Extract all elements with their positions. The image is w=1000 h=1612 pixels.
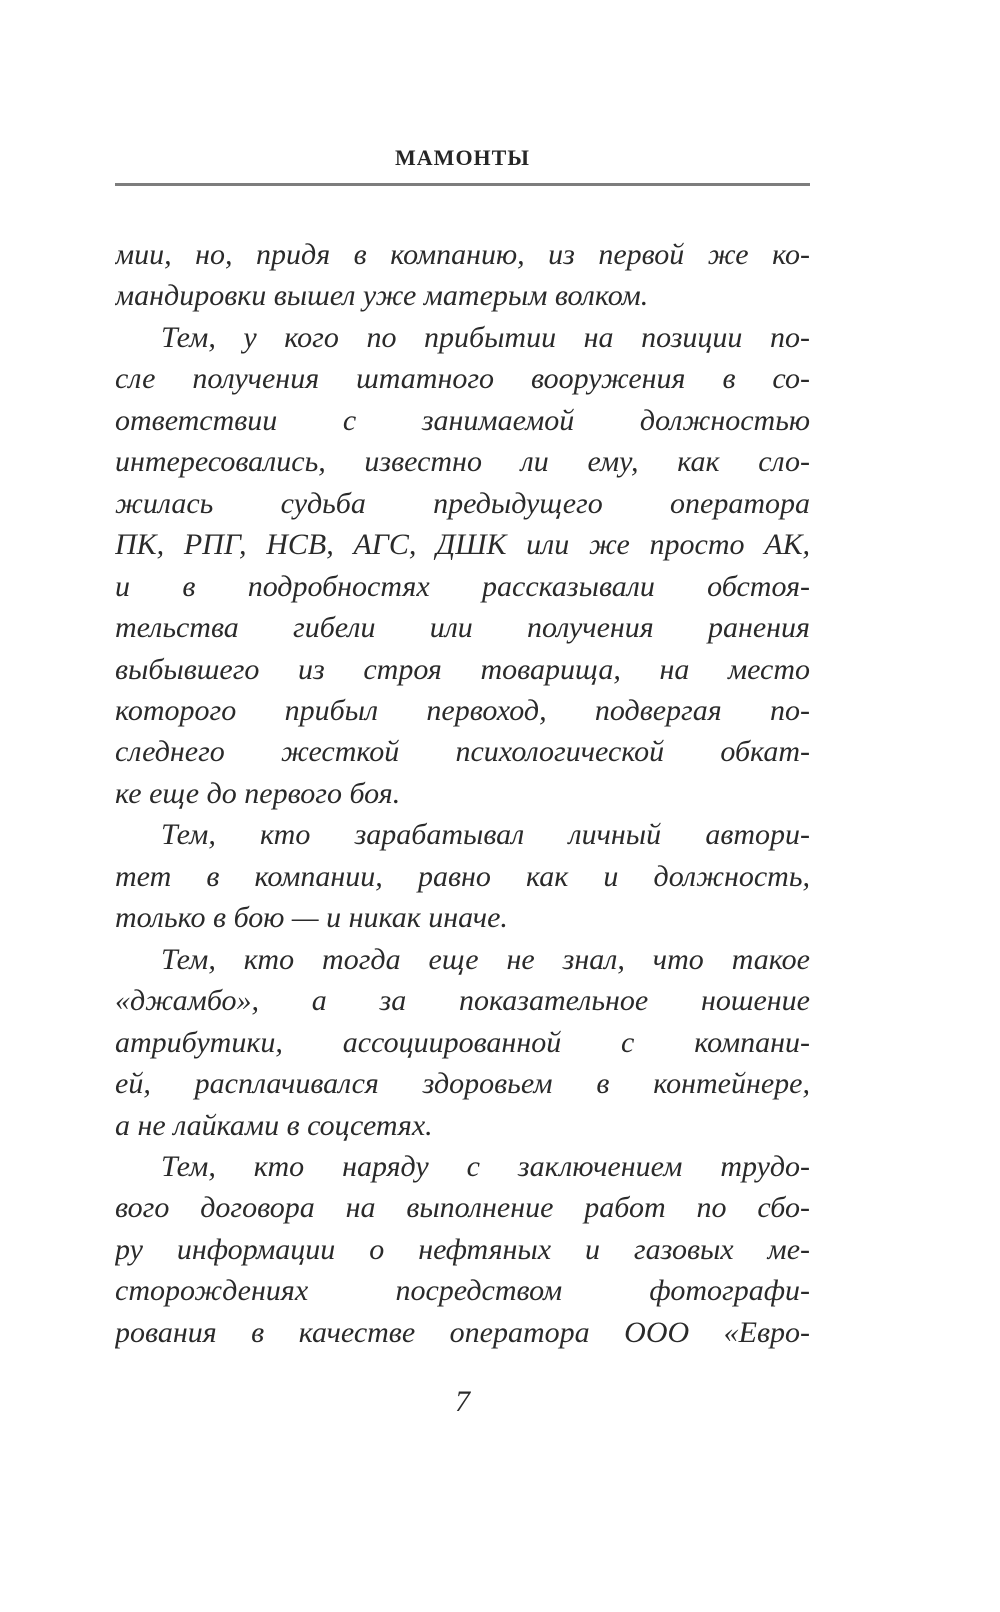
text-body bbox=[115, 234, 810, 1353]
text-line: Тем, кто тогда еще не знал, что такое bbox=[161, 942, 810, 976]
text-line: выбывшего из строя товарища, на место bbox=[115, 652, 810, 686]
running-header-title: МАМОНТЫ bbox=[395, 145, 530, 170]
paragraph bbox=[115, 814, 810, 938]
text-line: тет в компании, равно как и должность, bbox=[115, 859, 810, 893]
header-rule bbox=[115, 183, 810, 186]
text-line: следнего жесткой психологической обкат- bbox=[115, 735, 810, 769]
text-line: только в бою — и никак иначе. bbox=[115, 901, 508, 935]
text-line: мандировки вышел уже матерым волком. bbox=[115, 279, 649, 313]
text-line: которого прибыл первоход, подвергая по- bbox=[115, 693, 810, 727]
text-line: Тем, кто зарабатывал личный автори- bbox=[161, 818, 810, 852]
text-line: жилась судьба предыдущего оператора bbox=[115, 486, 810, 520]
text-line: атрибутики, ассоциированной с компани- bbox=[115, 1025, 810, 1059]
paragraph bbox=[115, 939, 810, 1146]
text-line: а не лайками в соцсетях. bbox=[115, 1108, 433, 1142]
text-line: рования в качестве оператора ООО «Евро- bbox=[115, 1315, 810, 1349]
text-line: тельства гибели или получения ранения bbox=[115, 611, 810, 645]
text-line: ке еще до первого боя. bbox=[115, 776, 401, 810]
paragraph bbox=[115, 317, 810, 814]
text-line: ПК, РПГ, НСВ, АГС, ДШК или же просто АК, bbox=[115, 528, 810, 562]
text-line: мии, но, придя в компанию, из первой же ко- bbox=[115, 238, 810, 271]
paragraph bbox=[115, 234, 810, 317]
text-line: ответствии с занимаемой должностью bbox=[115, 403, 810, 437]
text-line: сторождениях посредством фотографи- bbox=[115, 1274, 810, 1308]
text-line: Тем, кто наряду с заключением трудо- bbox=[161, 1149, 810, 1183]
text-line: интересовались, известно ли ему, как сло- bbox=[115, 445, 810, 479]
text-line: ру информации о нефтяных и газовых ме- bbox=[115, 1232, 810, 1266]
text-line: вого договора на выполнение работ по сбо- bbox=[115, 1191, 810, 1225]
text-line: и в подробностях рассказывали обстоя- bbox=[115, 569, 810, 603]
page-number: 7 bbox=[455, 1385, 470, 1418]
text-line: сле получения штатного вооружения в со- bbox=[115, 362, 810, 396]
text-line: «джамбо», а за показательное ношение bbox=[115, 984, 810, 1018]
text-line: Тем, у кого по прибытии на позиции по- bbox=[161, 320, 810, 354]
text-line: ей, расплачивался здоровьем в контейнере, bbox=[115, 1067, 810, 1101]
paragraph bbox=[115, 1146, 810, 1353]
